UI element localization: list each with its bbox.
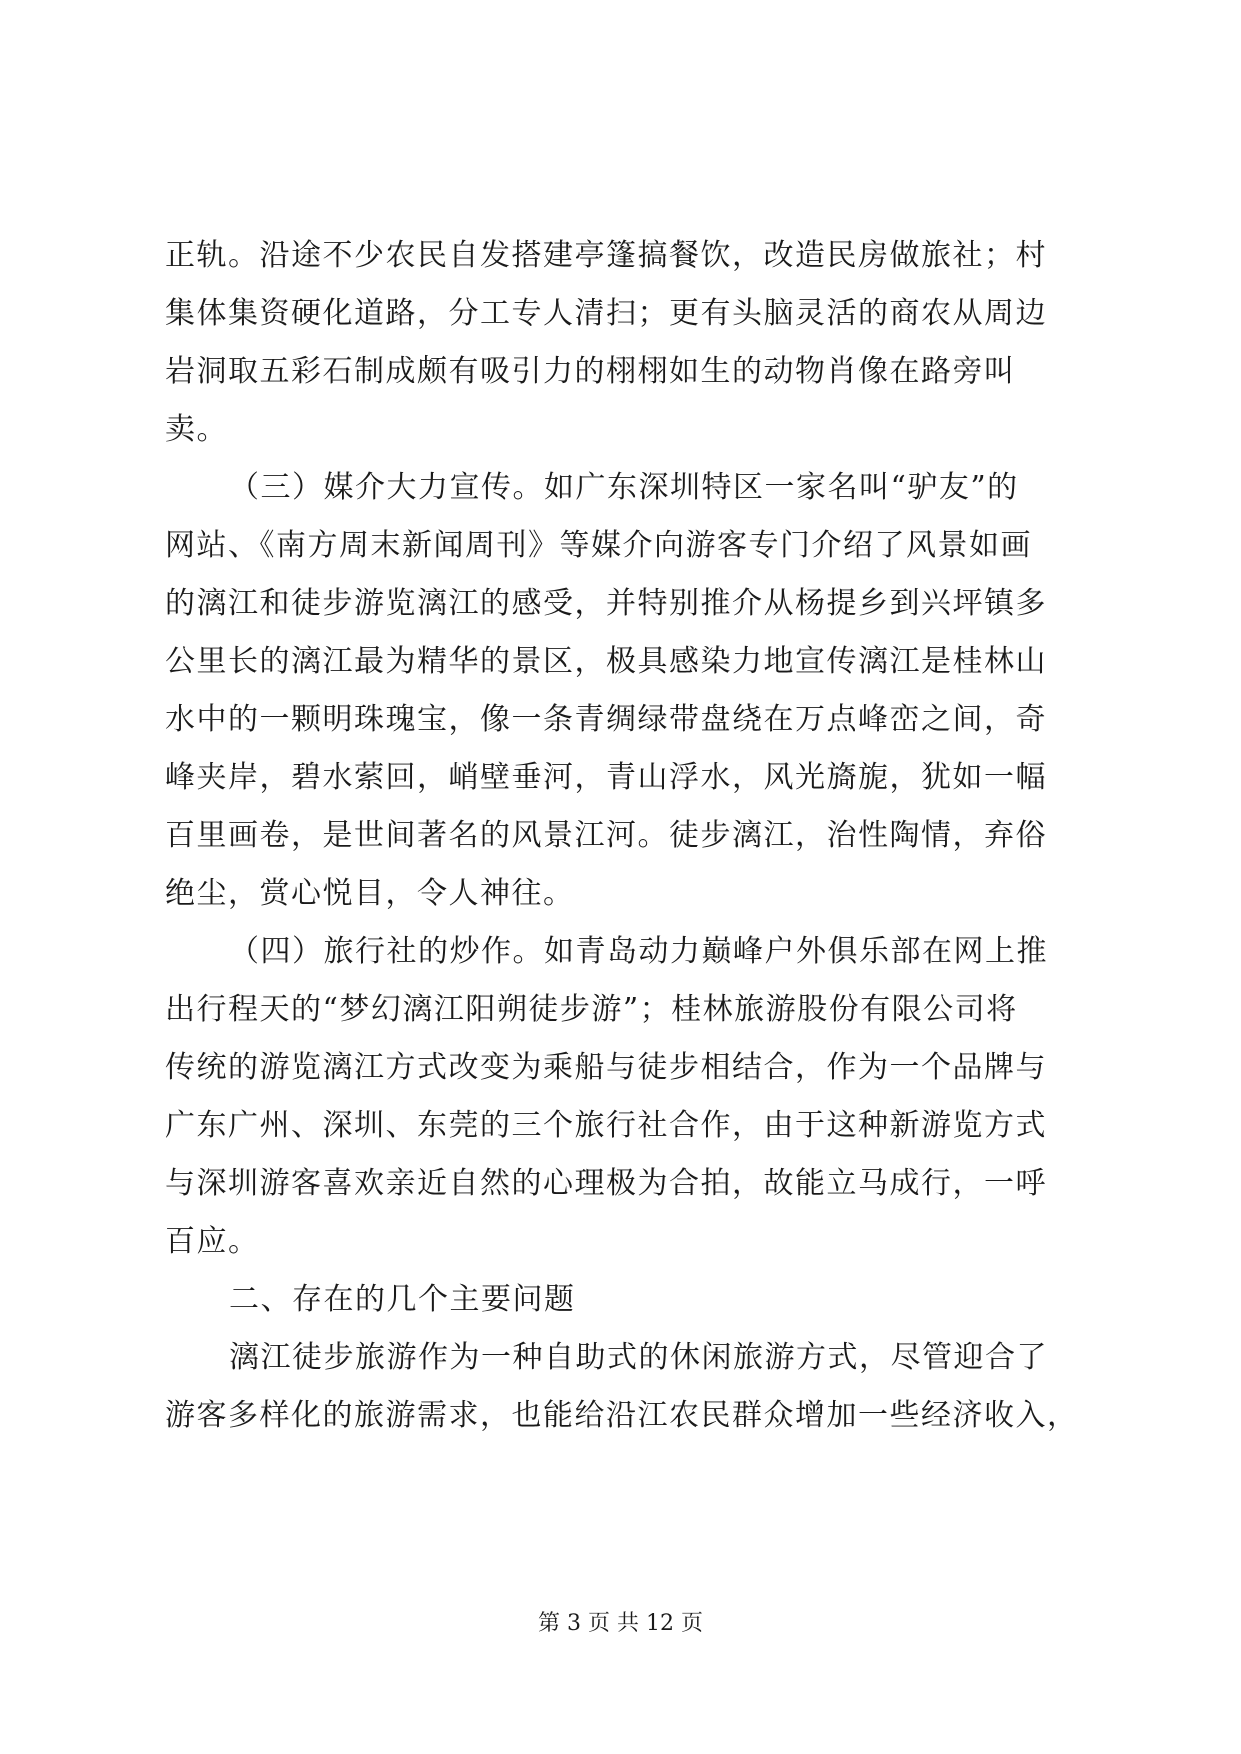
text-line: 的漓江和徒步游览漓江的感受，并特别推介从杨提乡到兴坪镇多 [165, 586, 1047, 621]
text-line: 百应。 [165, 1224, 260, 1259]
text-line: 传统的游览漓江方式改变为乘船与徒步相结合，作为一个品牌与 [165, 1050, 1047, 1085]
page-footer [0, 1609, 1241, 1639]
text-line: 峰夹岸，碧水萦回，峭壁垂河，青山浮水，风光旖旎，犹如一幅 [165, 760, 1047, 795]
section-heading [165, 1271, 1085, 1329]
text-line: 岩洞取五彩石制成颇有吸引力的栩栩如生的动物肖像在路旁叫 [165, 354, 1016, 389]
page-number: 第 3 页 共 12 页 [538, 1611, 703, 1636]
document-body [165, 227, 1085, 1445]
text-line: 百里画卷，是世间著名的风景江河。徒步漓江，治性陶情，弃俗 [165, 818, 1047, 853]
text-line: 卖。 [165, 412, 228, 447]
text-line: 集体集资硬化道路，分工专人清扫；更有头脑灵活的商农从周边 [165, 296, 1047, 331]
text-line: 广东广州、深圳、东莞的三个旅行社合作，由于这种新游览方式 [165, 1108, 1047, 1143]
section-heading-text: 二、存在的几个主要问题 [229, 1282, 576, 1317]
text-line: 出行程天的“梦幻漓江阳朔徒步游”；桂林旅游股份有限公司将 [165, 992, 1018, 1027]
text-line: （四）旅行社的炒作。如青岛动力巅峰户外俱乐部在网上推 [229, 934, 1048, 969]
text-line: 网站、《南方周末新闻周刊》等媒介向游客专门介绍了风景如画 [165, 528, 1032, 563]
text-line: 公里长的漓江最为精华的景区，极具感染力地宣传漓江是桂林山 [165, 644, 1047, 679]
paragraph-problems-intro [165, 1329, 1085, 1445]
paragraph-travel-agency [165, 923, 1085, 1271]
paragraph-continuation [165, 227, 1085, 459]
text-line: 水中的一颗明珠瑰宝，像一条青绸绿带盘绕在万点峰峦之间，奇 [165, 702, 1047, 737]
text-line: 绝尘，赏心悦目，令人神往。 [165, 876, 575, 911]
text-line: 漓江徒步旅游作为一种自助式的休闲旅游方式，尽管迎合了 [229, 1340, 1048, 1375]
text-line: 与深圳游客喜欢亲近自然的心理极为合拍，故能立马成行，一呼 [165, 1166, 1047, 1201]
text-line: 游客多样化的旅游需求，也能给沿江农民群众增加一些经济收入， [165, 1398, 1079, 1433]
text-line: 正轨。沿途不少农民自发搭建亭篷搞餐饮，改造民房做旅社；村 [165, 238, 1047, 273]
paragraph-media-promotion [165, 459, 1085, 923]
text-line: （三）媒介大力宣传。如广东深圳特区一家名叫“驴友”的 [229, 470, 1019, 505]
